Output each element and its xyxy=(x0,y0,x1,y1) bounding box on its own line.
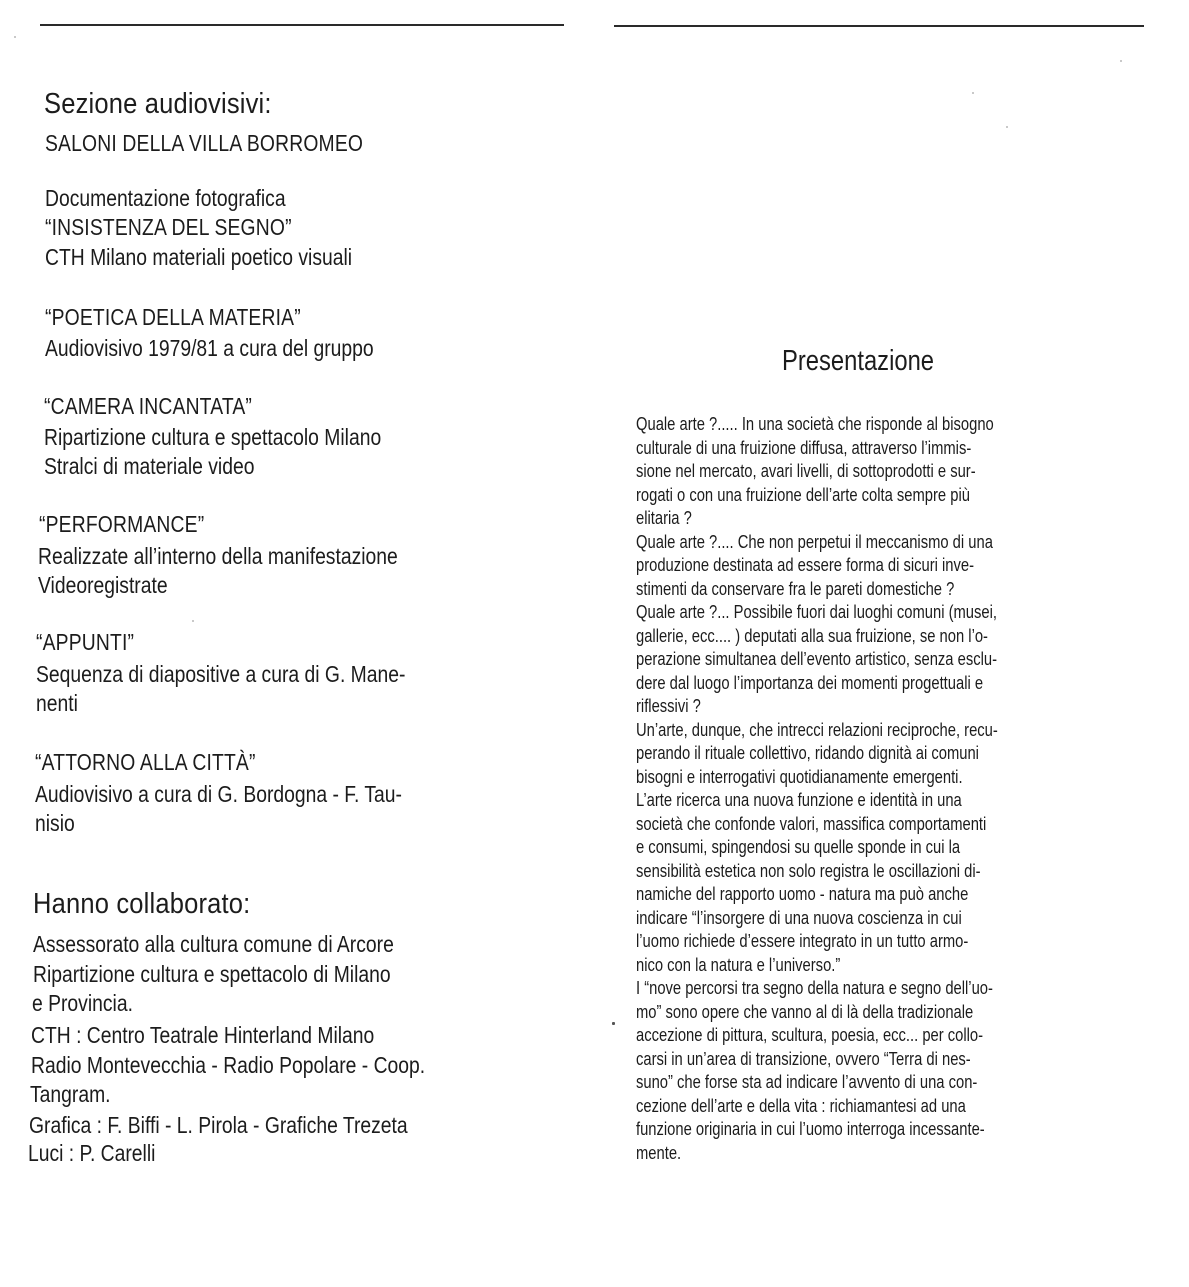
presentation-line: Quale arte ?... Possibile fuori dai luoghi comuni (musei, xyxy=(636,602,997,622)
item-line: Ripartizione cultura e spettacolo Milano xyxy=(44,424,382,450)
top-rule-left xyxy=(40,24,564,26)
presentation-line: namiche del rapporto uomo - natura ma può anche xyxy=(636,884,969,904)
scan-speck xyxy=(972,92,974,94)
item-line: Audiovisivo a cura di G. Bordogna - F. Tau- xyxy=(35,781,402,807)
presentation-line: cezione dell’arte e della vita : richiamantesi ad una xyxy=(636,1095,966,1116)
item-line: Audiovisivo 1979/81 a cura del gruppo xyxy=(45,335,374,361)
item-line: CTH Milano materiali poetico visuali xyxy=(45,244,353,270)
presentation-line: dere dal luogo l’importanza dei momenti progettuali e xyxy=(636,672,984,693)
presentation-title: Presentazione xyxy=(782,345,935,377)
collaborator-line: Radio Montevecchia - Radio Popolare - Coop. xyxy=(31,1052,426,1078)
item-title: “APPUNTI” xyxy=(36,629,135,655)
item-title: “PERFORMANCE” xyxy=(39,511,205,537)
presentation-line: Quale arte ?.... Che non perpetui il meccanismo di una xyxy=(636,531,993,552)
presentation-line: mo” sono opere che vanno al di là della tradizionale xyxy=(636,1001,974,1022)
presentation-line: mente. xyxy=(636,1142,682,1163)
scan-speck xyxy=(14,36,16,38)
item-title: “POETICA DELLA MATERIA” xyxy=(45,304,301,330)
scan-speck xyxy=(1006,126,1008,128)
presentation-line: l’uomo richiede d’essere integrato in un tutto armo- xyxy=(636,931,969,951)
presentation-line: gallerie, ecc.... ) deputati alla sua fruizione, se non l’o- xyxy=(636,625,988,646)
collaborator-line: e Provincia. xyxy=(32,990,133,1016)
presentation-line: indicare “l’insorgere di una nuova coscienza in cui xyxy=(636,907,962,928)
item-line: nisio xyxy=(35,810,75,836)
item-title: “CAMERA INCANTATA” xyxy=(44,393,253,419)
collaborator-line: Assessorato alla cultura comune di Arcore xyxy=(33,931,394,957)
item-line: Documentazione fotografica xyxy=(45,185,286,211)
top-rule-right xyxy=(614,25,1144,27)
presentation-line: stimenti da conservare fra le pareti domestiche ? xyxy=(636,578,955,599)
collaborator-line: Luci : P. Carelli xyxy=(28,1140,156,1166)
item-title: “INSISTENZA DEL SEGNO” xyxy=(45,214,292,240)
presentation-line: perando il rituale collettivo, ridando dignità ai comuni xyxy=(636,743,979,763)
audiovisual-section-heading: Sezione audiovisivi: xyxy=(44,88,272,120)
scan-speck xyxy=(612,1022,615,1025)
presentation-line: carsi in un’area di transizione, ovvero “Terra di nes- xyxy=(636,1048,971,1069)
scan-speck xyxy=(1120,60,1122,62)
presentation-line: rogati o con una fruizione dell’arte colta sempre più xyxy=(636,484,970,505)
presentation-line: I “nove percorsi tra segno della natura e segno dell’uo- xyxy=(636,978,993,998)
item-line: nenti xyxy=(36,690,78,716)
presentation-line: società che confonde valori, massifica comportamenti xyxy=(636,813,987,834)
presentation-line: sione nel mercato, avari livelli, di sottoprodotti e sur- xyxy=(636,461,976,481)
item-line: Realizzate all’interno della manifestazione xyxy=(38,543,398,569)
item-line: Videoregistrate xyxy=(38,572,168,598)
item-line: Sequenza di diapositive a cura di G. Mane- xyxy=(36,661,406,687)
presentation-line: produzione destinata ad essere forma di sicuri inve- xyxy=(636,555,975,575)
presentation-line: bisogni e interrogativi quotidianamente emergenti. xyxy=(636,766,963,787)
presentation-line: accezione di pittura, scultura, poesia, ecc... per collo- xyxy=(636,1025,984,1045)
presentation-line: e consumi, spingendosi su quelle sponde in cui la xyxy=(636,837,961,857)
presentation-line: culturale di una fruizione diffusa, attraverso l’immis- xyxy=(636,437,972,458)
item-title: “ATTORNO ALLA CITTÀ” xyxy=(35,749,256,775)
presentation-line: Un’arte, dunque, che intrecci relazioni reciproche, recu- xyxy=(636,719,998,740)
scan-speck xyxy=(192,620,194,622)
presentation-line: funzione originaria in cui l’uomo interroga incessante- xyxy=(636,1119,985,1139)
audiovisual-venue: SALONI DELLA VILLA BORROMEO xyxy=(45,130,364,156)
presentation-line: sensibilità estetica non solo registra le oscillazioni di- xyxy=(636,860,981,881)
presentation-line: L’arte ricerca una nuova funzione e identità in una xyxy=(636,790,962,810)
collaborator-line: Grafica : F. Biffi - L. Pirola - Grafiche Trezeta xyxy=(29,1112,408,1138)
presentation-line: Quale arte ?..... In una società che risponde al bisogno xyxy=(636,414,994,434)
collaborator-line: Ripartizione cultura e spettacolo di Milano xyxy=(33,961,391,987)
presentation-line: riflessivi ? xyxy=(636,696,701,716)
collaborator-line: CTH : Centro Teatrale Hinterland Milano xyxy=(31,1022,375,1048)
presentation-line: perazione simultanea dell’evento artistico, senza esclu- xyxy=(636,649,998,669)
item-line: Stralci di materiale video xyxy=(44,453,255,479)
presentation-line: suno” che forse sta ad indicare l’avvento di una con- xyxy=(636,1072,978,1092)
presentation-line: nico con la natura e l’universo.” xyxy=(636,954,841,975)
presentation-line: elitaria ? xyxy=(636,508,692,528)
presentation-body xyxy=(636,413,1176,1165)
collaborator-line: Tangram. xyxy=(30,1081,111,1107)
collaborators-heading: Hanno collaborato: xyxy=(33,888,251,920)
